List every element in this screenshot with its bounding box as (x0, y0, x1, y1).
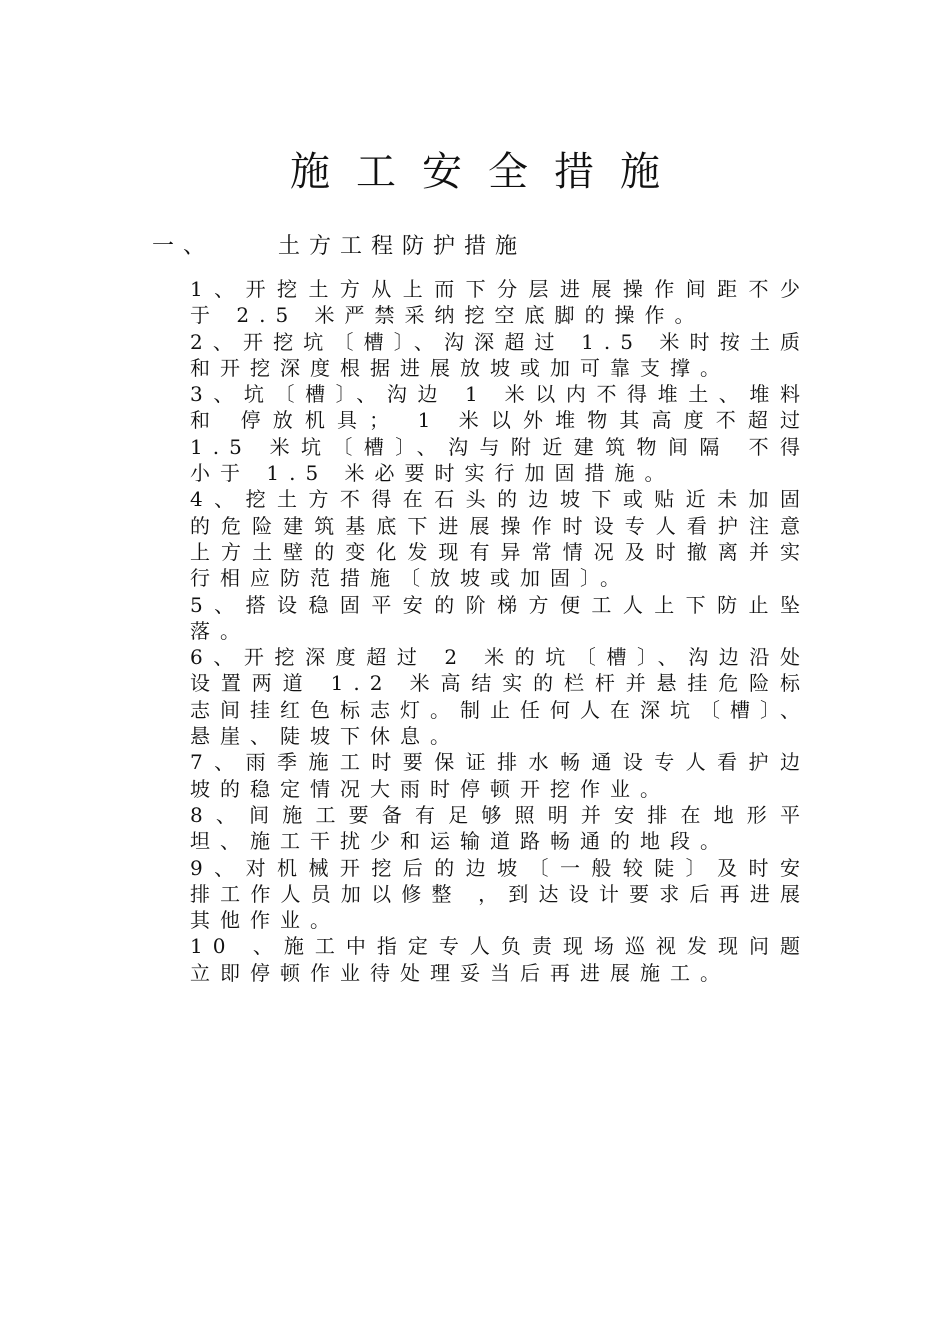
measure-item-10: 10 、施工中指定专人负责现场巡视发现问题立即停顿作业待处理妥当后再进展施工。 (190, 934, 810, 985)
measure-list (190, 276, 810, 986)
measure-item-3: 3、坑〔槽〕、沟边 1 米以内不得堆土、堆料和 停放机具； 1 米以外堆物其高度不超过 1.5 米坑〔槽〕、沟与附近建筑物间隔 不得小于 1.5 米必要时实行加固措施。 (190, 382, 810, 486)
measure-item-4: 4、挖土方不得在石头的边坡下或贴近未加固的危险建筑基底下进展操作时设专人看护注意上方土壁的变化发现有异常情况及时撤离并实行相应防范措施〔放坡或加固〕。 (190, 487, 810, 591)
measure-item-2: 2、开挖坑〔槽〕、沟深超过 1.5 米时按土质和开挖深度根据进展放坡或加可靠支撑。 (190, 329, 810, 380)
measure-item-8: 8、间施工要备有足够照明并安排在地形平坦、施工干扰少和运输道路畅通的地段。 (190, 802, 810, 854)
section-heading (152, 230, 850, 264)
measure-item-9: 9、对机械开挖后的边坡〔一般较陡〕及时安排工作人员加以修整 ，到达设计要求后再进展其他作业。 (190, 855, 810, 933)
measure-item-5: 5、搭设稳固平安的阶梯方便工人上下防止坠落。 (190, 592, 810, 643)
measure-item-6: 6、开挖深度超过 2 米的坑〔槽〕、沟边沿处设置两道 1.2 米高结实的栏杆并悬挂危险标志间挂红色标志灯。制止任何人在深坑〔槽〕、悬崖、陡坡下休息。 (190, 645, 810, 749)
section-title: 土方工程防护措施 (278, 234, 527, 259)
measure-item-1: 1、开挖土方从上而下分层进展操作间距不少于 2.5 米严禁采纳挖空底脚的操作。 (190, 277, 810, 328)
measure-item-7: 7、雨季施工时要保证排水畅通设专人看护边坡的稳定情况大雨时停顿开挖作业。 (190, 750, 810, 801)
document-title: 施工安全措施 (290, 149, 686, 195)
section-number: 一、 (152, 234, 215, 259)
